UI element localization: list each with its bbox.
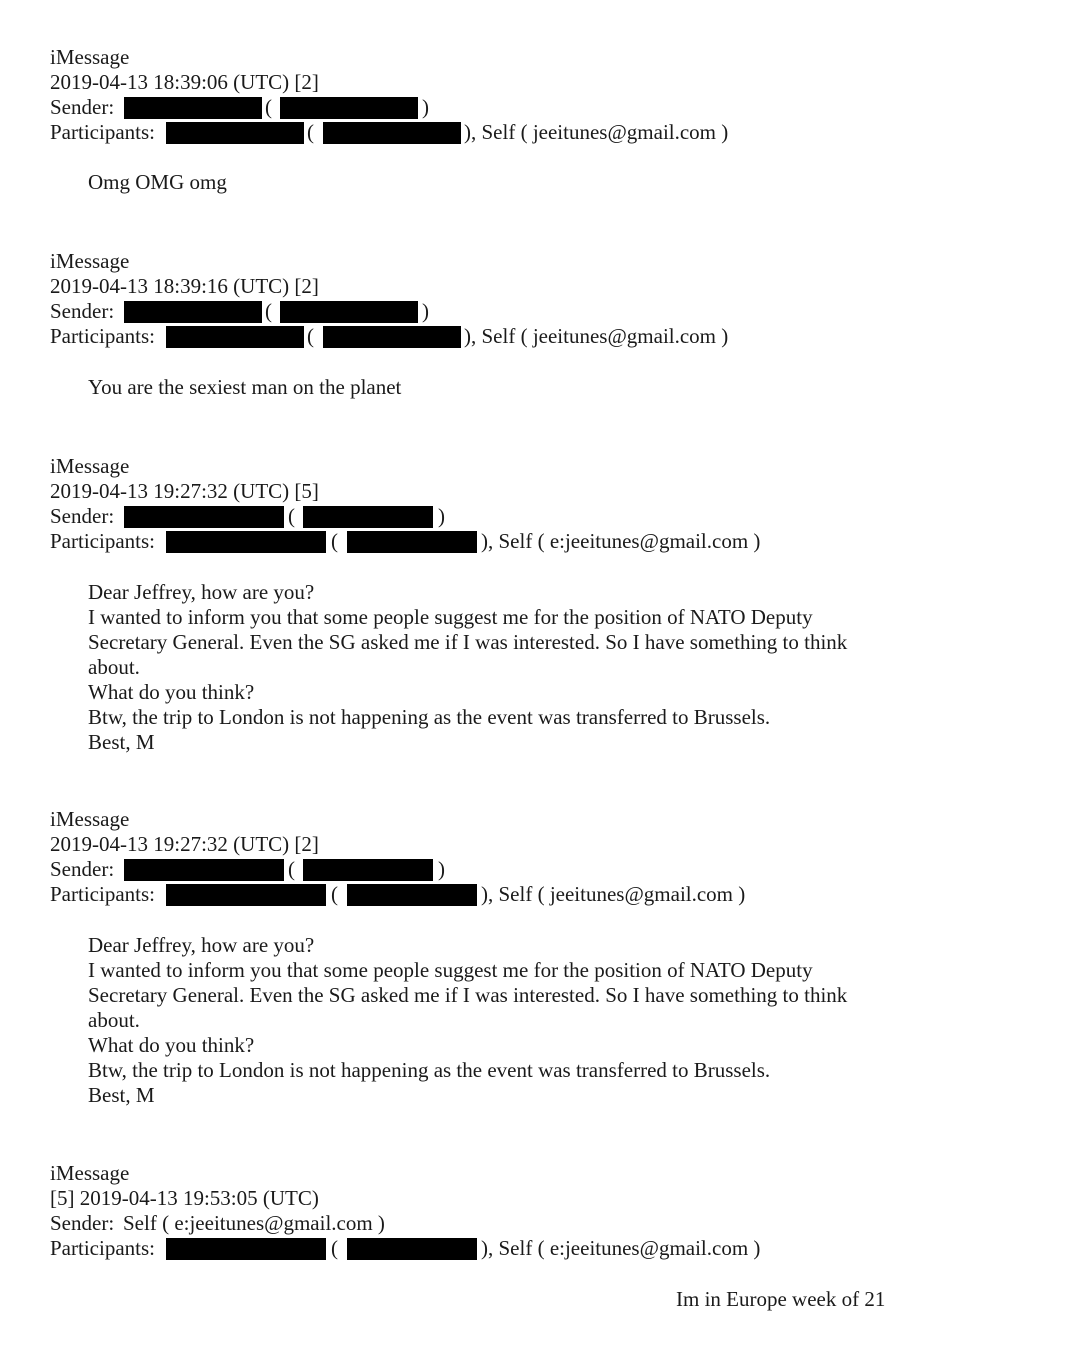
participants-tail: ), Self ( jeeitunes@gmail.com ) (464, 120, 729, 144)
message-body: Omg OMG omg (88, 170, 227, 194)
sender-line (50, 857, 1050, 882)
close-paren: ) (422, 299, 429, 323)
sender-line (50, 299, 1050, 324)
redaction-bar (323, 122, 461, 144)
close-paren: ) (438, 504, 445, 528)
message-body: Dear Jeffrey, how are you? I wanted to inform you that some people suggest me for the position of NATO Deputy Secretary General. Even the SG asked me if I was interested. So I have something to think about. What do you think? Btw, the trip to London is not happening as the event was transferred to Brussels. Best, M (88, 933, 848, 1107)
open-paren: ( (265, 299, 272, 323)
sender-label: Sender: (50, 504, 115, 528)
sender-self: Self ( e:jeeitunes@gmail.com ) (123, 1211, 385, 1235)
participants-line (50, 1236, 1050, 1261)
sender-label: Sender: (50, 95, 115, 119)
open-paren: ( (288, 504, 295, 528)
participants-line (50, 882, 1050, 907)
message-entry (50, 454, 1050, 754)
participants-label: Participants: (50, 882, 155, 906)
participants-tail: ), Self ( jeeitunes@gmail.com ) (464, 324, 729, 348)
redaction-bar (166, 531, 326, 553)
sender-line (50, 504, 1050, 529)
message-type: iMessage (50, 249, 130, 273)
sender-label: Sender: (50, 299, 115, 323)
message-timestamp: [5] 2019-04-13 19:53:05 (UTC) (50, 1186, 319, 1210)
redaction-bar (347, 531, 477, 553)
redaction-bar (280, 301, 418, 323)
message-body: Dear Jeffrey, how are you? I wanted to inform you that some people suggest me for the position of NATO Deputy Secretary General. Even the SG asked me if I was interested. So I have something to think about. What do you think? Btw, the trip to London is not happening as the event was transferred to Brussels. Best, M (88, 580, 848, 754)
redaction-bar (166, 122, 304, 144)
participants-line (50, 529, 1050, 554)
open-paren: ( (307, 324, 314, 348)
message-entry (50, 45, 1050, 194)
sender-label: Sender: (50, 1211, 115, 1235)
close-paren: ) (438, 857, 445, 881)
sender-line (50, 95, 1050, 120)
redaction-bar (347, 884, 477, 906)
message-entry (50, 249, 1050, 399)
message-type: iMessage (50, 807, 130, 831)
redaction-bar (124, 506, 284, 528)
open-paren: ( (331, 1236, 338, 1260)
close-paren: ) (422, 95, 429, 119)
message-type: iMessage (50, 1161, 130, 1185)
participants-line (50, 324, 1050, 349)
redaction-bar (166, 1238, 326, 1260)
open-paren: ( (331, 529, 338, 553)
message-entry (50, 1161, 1050, 1261)
redaction-bar (124, 97, 262, 119)
message-type: iMessage (50, 45, 130, 69)
redaction-bar (347, 1238, 477, 1260)
message-body: Im in Europe week of 21 (676, 1287, 886, 1311)
message-timestamp: 2019-04-13 19:27:32 (UTC) [2] (50, 832, 319, 856)
participants-label: Participants: (50, 1236, 155, 1260)
message-timestamp: 2019-04-13 19:27:32 (UTC) [5] (50, 479, 319, 503)
open-paren: ( (265, 95, 272, 119)
participants-label: Participants: (50, 120, 155, 144)
redaction-bar (323, 326, 461, 348)
redaction-bar (124, 859, 284, 881)
sender-line (50, 1211, 1050, 1236)
participants-tail: ), Self ( e:jeeitunes@gmail.com ) (481, 1236, 761, 1260)
redaction-bar (280, 97, 418, 119)
participants-label: Participants: (50, 324, 155, 348)
message-timestamp: 2019-04-13 18:39:16 (UTC) [2] (50, 274, 319, 298)
open-paren: ( (307, 120, 314, 144)
message-entry (50, 807, 1050, 1107)
redaction-bar (303, 859, 433, 881)
message-body: You are the sexiest man on the planet (88, 375, 402, 399)
participants-label: Participants: (50, 529, 155, 553)
redaction-bar (166, 884, 326, 906)
participants-tail: ), Self ( e:jeeitunes@gmail.com ) (481, 529, 761, 553)
redaction-bar (166, 326, 304, 348)
open-paren: ( (288, 857, 295, 881)
redaction-bar (303, 506, 433, 528)
participants-line (50, 120, 1050, 145)
message-type: iMessage (50, 454, 130, 478)
redaction-bar (124, 301, 262, 323)
open-paren: ( (331, 882, 338, 906)
message-timestamp: 2019-04-13 18:39:06 (UTC) [2] (50, 70, 319, 94)
sender-label: Sender: (50, 857, 115, 881)
participants-tail: ), Self ( jeeitunes@gmail.com ) (481, 882, 746, 906)
